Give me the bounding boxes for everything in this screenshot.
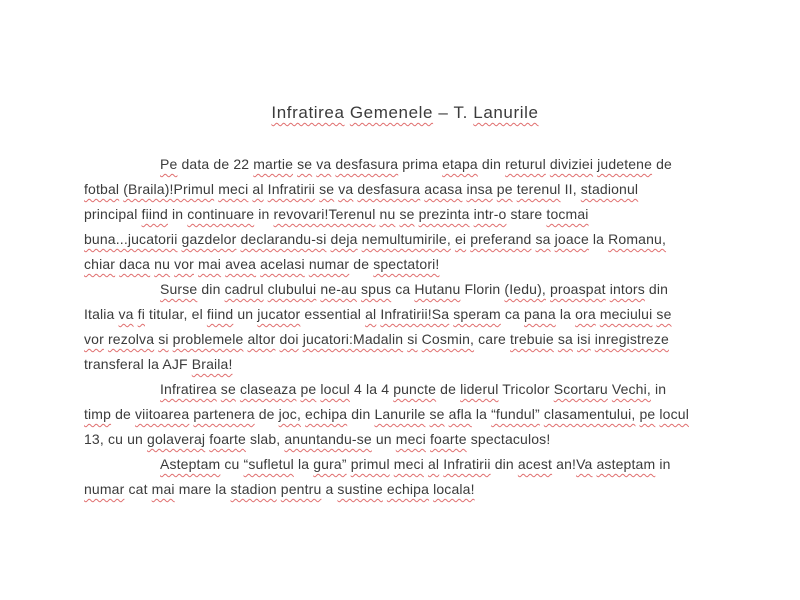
word: de bbox=[440, 381, 457, 397]
misspelled-word: spectatori! bbox=[373, 256, 440, 272]
misspelled-word: returul bbox=[505, 156, 546, 172]
word: 4 bbox=[353, 381, 362, 397]
misspelled-word: avea bbox=[225, 256, 257, 272]
misspelled-word: desfasura bbox=[335, 156, 399, 172]
misspelled-word: Pe bbox=[160, 156, 178, 172]
word: in bbox=[258, 206, 270, 222]
word: 22 bbox=[233, 156, 250, 172]
word: un bbox=[237, 306, 254, 322]
word: T. bbox=[453, 103, 468, 122]
misspelled-word: Vechi, bbox=[611, 381, 651, 397]
word: slab, bbox=[250, 431, 281, 447]
misspelled-word: sustine bbox=[337, 481, 383, 497]
text-line bbox=[84, 402, 726, 427]
misspelled-word: gura” bbox=[313, 456, 347, 472]
misspelled-word: se bbox=[297, 156, 313, 172]
misspelled-word: pe bbox=[639, 406, 656, 422]
text-line bbox=[84, 377, 726, 402]
text-line bbox=[84, 477, 726, 502]
word: de bbox=[213, 156, 230, 172]
misspelled-word: locala! bbox=[433, 481, 475, 497]
misspelled-word: vor bbox=[84, 331, 104, 347]
word: ca bbox=[395, 281, 411, 297]
misspelled-word: intors bbox=[609, 281, 645, 297]
misspelled-word: se bbox=[656, 306, 672, 322]
misspelled-word: pana bbox=[524, 306, 556, 322]
misspelled-word: Hutanu bbox=[414, 281, 461, 297]
misspelled-word: ei bbox=[454, 231, 467, 247]
misspelled-word: fiind bbox=[141, 206, 168, 222]
word: din bbox=[481, 156, 502, 172]
misspelled-word: inregistreze bbox=[594, 331, 669, 347]
word: Tricolor bbox=[502, 381, 550, 397]
misspelled-word: si bbox=[407, 331, 418, 347]
misspelled-word: nu bbox=[379, 206, 396, 222]
misspelled-word: Gemenele bbox=[349, 103, 434, 122]
word: de bbox=[353, 256, 370, 272]
word: cu bbox=[107, 431, 124, 447]
misspelled-word: speram bbox=[453, 306, 501, 322]
misspelled-word: claseaza bbox=[239, 381, 297, 397]
misspelled-word: rezolva bbox=[107, 331, 155, 347]
word: in bbox=[172, 206, 184, 222]
text-line bbox=[84, 152, 726, 177]
misspelled-word: altor bbox=[247, 331, 276, 347]
document-text-area[interactable] bbox=[84, 103, 726, 502]
word: la bbox=[147, 356, 160, 372]
misspelled-word: pentru bbox=[280, 481, 322, 497]
text-line bbox=[84, 227, 726, 252]
misspelled-word: Scortaru bbox=[553, 381, 608, 397]
misspelled-word: va bbox=[118, 306, 134, 322]
misspelled-word: meci bbox=[393, 456, 424, 472]
misspelled-word: locul bbox=[320, 381, 350, 397]
misspelled-word: Infratirii bbox=[267, 181, 316, 197]
misspelled-word: fi bbox=[137, 306, 145, 322]
word: II, bbox=[564, 181, 577, 197]
word: Florin bbox=[464, 281, 501, 297]
misspelled-word: numar bbox=[84, 481, 125, 497]
word: a bbox=[325, 481, 334, 497]
misspelled-word: sa bbox=[557, 331, 573, 347]
word: din bbox=[351, 406, 371, 422]
word: in bbox=[659, 456, 671, 472]
misspelled-word: cadrul bbox=[224, 281, 264, 297]
misspelled-word: preferand bbox=[470, 231, 532, 247]
misspelled-word: va bbox=[338, 181, 354, 197]
word: un bbox=[127, 431, 143, 447]
misspelled-word: acelasi bbox=[260, 256, 305, 272]
misspelled-word: etapa bbox=[442, 156, 478, 172]
misspelled-word: al bbox=[252, 181, 264, 197]
misspelled-word: declarandu-si bbox=[240, 231, 327, 247]
misspelled-word: va bbox=[316, 156, 332, 172]
misspelled-word: isi bbox=[577, 331, 591, 347]
misspelled-word: jucatori:Madalin bbox=[302, 331, 404, 347]
misspelled-word: Surse bbox=[160, 281, 198, 297]
paragraph bbox=[84, 377, 726, 452]
misspelled-word: “sufletul bbox=[243, 456, 294, 472]
text-line bbox=[84, 252, 726, 277]
word: de bbox=[258, 406, 275, 422]
misspelled-word: Lanurile bbox=[374, 406, 426, 422]
misspelled-word: viitoarea bbox=[135, 406, 190, 422]
document-body bbox=[84, 152, 726, 502]
misspelled-word: clasamentului, bbox=[543, 406, 636, 422]
word: AJF bbox=[162, 356, 188, 372]
text-line bbox=[84, 452, 726, 477]
misspelled-word: se bbox=[319, 181, 335, 197]
word: la bbox=[215, 481, 227, 497]
text-line bbox=[84, 202, 726, 227]
word: la bbox=[475, 406, 488, 422]
misspelled-word: echipa bbox=[386, 481, 430, 497]
word: stare bbox=[510, 206, 543, 222]
misspelled-word: diviziei bbox=[549, 156, 594, 172]
misspelled-word: ne-au bbox=[320, 281, 357, 297]
misspelled-word: Va bbox=[576, 456, 593, 472]
misspelled-word: continuare bbox=[187, 206, 255, 222]
misspelled-word: liderul bbox=[460, 381, 499, 397]
misspelled-word: stadion bbox=[230, 481, 277, 497]
misspelled-word: puncte bbox=[393, 381, 437, 397]
misspelled-word: mai bbox=[151, 481, 175, 497]
misspelled-word: asteptam bbox=[596, 456, 656, 472]
misspelled-word: “fundul” bbox=[491, 406, 540, 422]
word: – bbox=[438, 103, 449, 122]
misspelled-word: sa bbox=[535, 231, 551, 247]
word: de bbox=[115, 406, 131, 422]
misspelled-word: clubului bbox=[267, 281, 317, 297]
misspelled-word: se bbox=[220, 381, 236, 397]
word: de bbox=[656, 156, 672, 172]
misspelled-word: mai bbox=[198, 256, 222, 272]
misspelled-word: daca bbox=[119, 256, 151, 272]
misspelled-word: echipa bbox=[305, 406, 348, 422]
word: mare bbox=[178, 481, 212, 497]
text-line bbox=[84, 327, 726, 352]
misspelled-word: martie bbox=[253, 156, 294, 172]
word: essential bbox=[304, 306, 362, 322]
misspelled-word: fotbal bbox=[84, 181, 120, 197]
misspelled-word: anuntandu-se bbox=[284, 431, 372, 447]
paragraph bbox=[84, 152, 726, 277]
word: transferal bbox=[84, 356, 144, 372]
word: Italia bbox=[84, 306, 115, 322]
misspelled-word: prezinta bbox=[418, 206, 470, 222]
misspelled-word: spus bbox=[360, 281, 392, 297]
word: 4 bbox=[381, 381, 390, 397]
word: an! bbox=[556, 456, 577, 472]
misspelled-word: deja bbox=[330, 231, 358, 247]
misspelled-word: Asteptam bbox=[160, 456, 221, 472]
misspelled-word: afla bbox=[448, 406, 472, 422]
word: el bbox=[191, 306, 203, 322]
word: cat bbox=[128, 481, 148, 497]
word: un bbox=[375, 431, 392, 447]
misspelled-word: joc, bbox=[278, 406, 301, 422]
word: la bbox=[592, 231, 605, 247]
misspelled-word: al bbox=[365, 306, 377, 322]
misspelled-word: meci bbox=[395, 431, 426, 447]
misspelled-word: desfasura bbox=[357, 181, 421, 197]
misspelled-word: acasa bbox=[424, 181, 463, 197]
misspelled-word: (Iedu), bbox=[504, 281, 546, 297]
word: din bbox=[201, 281, 221, 297]
misspelled-word: Cosmin, bbox=[421, 331, 475, 347]
word: ca bbox=[504, 306, 520, 322]
misspelled-word: pe bbox=[300, 381, 317, 397]
misspelled-word: Braila! bbox=[191, 356, 233, 372]
misspelled-word: gazdelor bbox=[181, 231, 237, 247]
misspelled-word: primul bbox=[350, 456, 390, 472]
misspelled-word: judetene bbox=[597, 156, 653, 172]
misspelled-word: jucator bbox=[257, 306, 301, 322]
misspelled-word: Romanu, bbox=[608, 231, 667, 247]
misspelled-word: si bbox=[158, 331, 169, 347]
misspelled-word: joace bbox=[554, 231, 589, 247]
misspelled-word: buna...jucatorii bbox=[84, 231, 178, 247]
word: la bbox=[365, 381, 378, 397]
misspelled-word: proaspat bbox=[549, 281, 606, 297]
document-title bbox=[84, 103, 726, 123]
misspelled-word: locul bbox=[659, 406, 689, 422]
misspelled-word: meciului bbox=[599, 306, 653, 322]
misspelled-word: partenera bbox=[193, 406, 255, 422]
paragraph bbox=[84, 452, 726, 502]
word: spectaculos! bbox=[470, 431, 551, 447]
text-line bbox=[84, 302, 726, 327]
misspelled-word: Lanurile bbox=[473, 103, 539, 122]
word: titular, bbox=[149, 306, 188, 322]
word: principal bbox=[84, 206, 138, 222]
misspelled-word: meci bbox=[218, 181, 249, 197]
misspelled-word: numar bbox=[308, 256, 350, 272]
misspelled-word: vor bbox=[174, 256, 194, 272]
misspelled-word: tocmai bbox=[546, 206, 589, 222]
misspelled-word: revovari!Terenul bbox=[273, 206, 376, 222]
word: din bbox=[494, 456, 514, 472]
text-line bbox=[84, 352, 726, 377]
misspelled-word: Infratirii!Sa bbox=[380, 306, 450, 322]
misspelled-word: foarte bbox=[209, 431, 246, 447]
misspelled-word: trebuie bbox=[510, 331, 554, 347]
word: 13, bbox=[84, 431, 104, 447]
misspelled-word: Infratirea bbox=[271, 103, 345, 122]
misspelled-word: doi bbox=[279, 331, 299, 347]
misspelled-word: pe bbox=[496, 181, 513, 197]
word: care bbox=[478, 331, 506, 347]
misspelled-word: stadionul bbox=[580, 181, 639, 197]
paragraph bbox=[84, 277, 726, 377]
misspelled-word: foarte bbox=[430, 431, 467, 447]
misspelled-word: Infratirii bbox=[443, 456, 491, 472]
misspelled-word: nemultumirile, bbox=[361, 231, 451, 247]
misspelled-word: chiar bbox=[84, 256, 116, 272]
word: data bbox=[181, 156, 210, 172]
word: la bbox=[297, 456, 310, 472]
word: prima bbox=[402, 156, 439, 172]
misspelled-word: problemele bbox=[172, 331, 244, 347]
misspelled-word: insa bbox=[466, 181, 493, 197]
misspelled-word: se bbox=[429, 406, 445, 422]
word: cu bbox=[224, 456, 240, 472]
misspelled-word: golaveraj bbox=[147, 431, 206, 447]
misspelled-word: ora bbox=[575, 306, 596, 322]
misspelled-word: timp bbox=[84, 406, 112, 422]
misspelled-word: terenul bbox=[516, 181, 561, 197]
misspelled-word: se bbox=[399, 206, 415, 222]
misspelled-word: Infratirea bbox=[160, 381, 217, 397]
misspelled-word: acest bbox=[517, 456, 553, 472]
text-line bbox=[84, 427, 726, 452]
misspelled-word: nu bbox=[154, 256, 171, 272]
misspelled-word: intr-o bbox=[473, 206, 507, 222]
misspelled-word: fiind bbox=[206, 306, 234, 322]
misspelled-word: al bbox=[427, 456, 440, 472]
word: din bbox=[648, 281, 669, 297]
text-line bbox=[84, 277, 726, 302]
word: la bbox=[559, 306, 572, 322]
misspelled-word: (Braila)!Primul bbox=[123, 181, 215, 197]
text-line bbox=[84, 177, 726, 202]
word: in bbox=[654, 381, 667, 397]
